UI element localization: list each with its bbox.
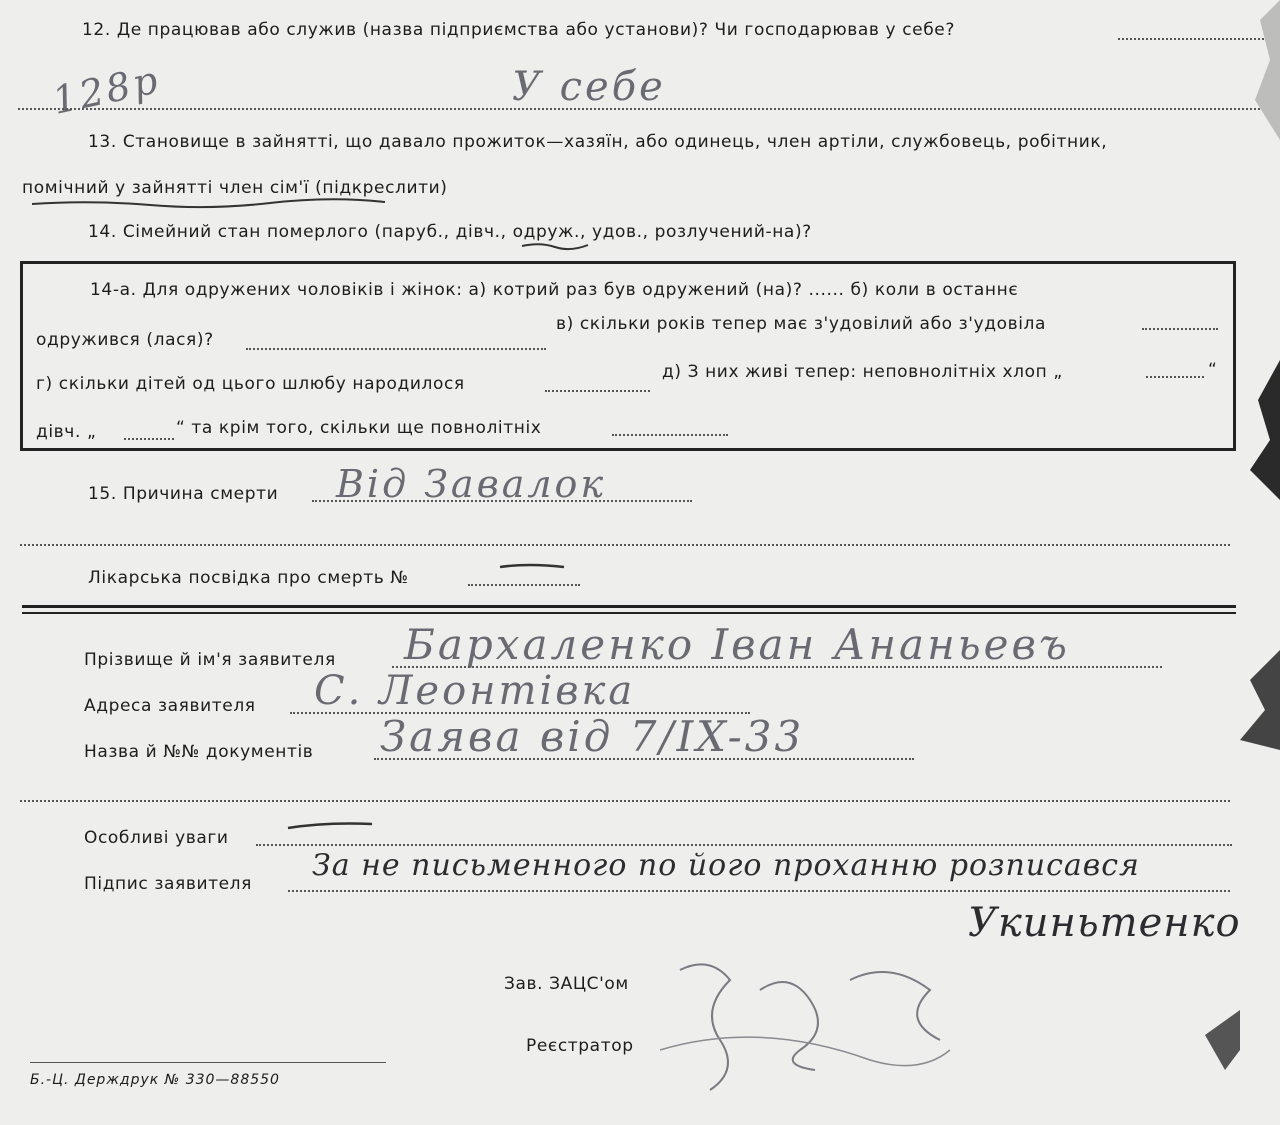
q14a-line2-dots-a bbox=[246, 348, 546, 350]
printer-rule bbox=[30, 1062, 386, 1063]
q13-underline bbox=[30, 196, 390, 212]
medical-certificate-label: Лікарська посвідка про смерть № bbox=[88, 568, 409, 588]
medical-certificate-line bbox=[468, 584, 580, 586]
zags-head-label: Зав. ЗАЦС'ом bbox=[504, 974, 629, 994]
q14a-line2-b: в) скільки років тепер має з'удовілий або з'удовіла bbox=[556, 314, 1047, 334]
official-signature-scribble bbox=[640, 950, 960, 1100]
q13-label-line1: 13. Становище в зайнятті, що давало прожиток—хазяїн, або одинець, член артіли, службовець, робітник, bbox=[88, 132, 1108, 152]
documents-line bbox=[374, 758, 914, 760]
q15-answer-line bbox=[312, 500, 692, 502]
documents-value: Заява від 7/IX-33 bbox=[380, 712, 805, 761]
signature-name: Укиньтенко bbox=[968, 900, 1241, 946]
edge-wear-right-middle bbox=[1240, 360, 1280, 500]
q14a-line1: 14-а. Для одружених чоловіків і жінок: а) котрий раз був одружений (на)? ...... б) коли в останнє bbox=[90, 280, 1019, 300]
applicant-address-label: Адреса заявителя bbox=[84, 696, 256, 716]
documents-label: Назва й №№ документів bbox=[84, 742, 314, 762]
q14-label: 14. Сімейний стан померлого (паруб., дівч., одруж., удов., розлучений-на)? bbox=[88, 222, 812, 242]
remarks-line bbox=[256, 844, 1232, 846]
q14a-line3-dots-b bbox=[1146, 376, 1204, 378]
q15-answer-line-2 bbox=[20, 544, 1230, 546]
margin-note: 128р bbox=[48, 57, 165, 123]
q13-label-line2: помічний у зайнятті член сім'ї (підкреслити) bbox=[22, 178, 448, 198]
edge-wear-right-lower bbox=[1230, 650, 1280, 750]
signature-line bbox=[288, 890, 1230, 892]
remarks-label: Особливі уваги bbox=[84, 828, 229, 848]
q14a-line2-dots-b bbox=[1142, 328, 1218, 330]
q12-answer: У себе bbox=[512, 64, 666, 110]
section-divider-top bbox=[22, 605, 1236, 608]
q14a-line2-a: одружився (лася)? bbox=[36, 330, 214, 350]
q14a-line4-dots-b bbox=[612, 434, 728, 436]
edge-wear-top-right bbox=[1240, 0, 1280, 140]
q12-label: 12. Де працював або служив (назва підприємства або установи)? Чи господарював у себе? bbox=[82, 20, 955, 40]
edge-wear-right-bottom bbox=[1200, 1010, 1240, 1070]
registrar-label: Реєстратор bbox=[526, 1036, 634, 1056]
q14-underline bbox=[520, 240, 590, 252]
q12-answer-line-2 bbox=[18, 108, 1268, 110]
applicant-address-value: С. Леонтівка bbox=[314, 668, 636, 714]
signature-label: Підпис заявителя bbox=[84, 874, 252, 894]
medical-certificate-dash bbox=[498, 562, 568, 572]
q14a-line3-c: “ bbox=[1208, 360, 1218, 380]
printer-imprint: Б.-Ц. Держдрук № 330—88550 bbox=[30, 1072, 280, 1088]
q14a-line3-a: г) скільки дітей од цього шлюбу народилося bbox=[36, 374, 465, 394]
q14a-line3-dots-a bbox=[545, 390, 650, 392]
applicant-name-value: Бархаленко Іван Ананьевъ bbox=[404, 620, 1070, 669]
section-divider-bottom bbox=[22, 612, 1236, 614]
q14a-line4-dots-a bbox=[124, 438, 174, 440]
q15-answer: Від Завалок bbox=[336, 462, 607, 506]
q14a-line4-b: “ та крім того, скільки ще повнолітніх bbox=[176, 418, 542, 438]
signature-value: За не письменного по його проханню розписався bbox=[312, 848, 1140, 883]
remarks-dash bbox=[286, 820, 376, 832]
applicant-name-label: Прізвище й ім'я заявителя bbox=[84, 650, 336, 670]
q14a-line3-b: д) З них живі тепер: неповнолітніх хлоп „ bbox=[662, 362, 1063, 382]
documents-line-2 bbox=[20, 800, 1230, 802]
q15-label: 15. Причина смерти bbox=[88, 484, 279, 504]
q14a-line4-a: дівч. „ bbox=[36, 422, 97, 442]
